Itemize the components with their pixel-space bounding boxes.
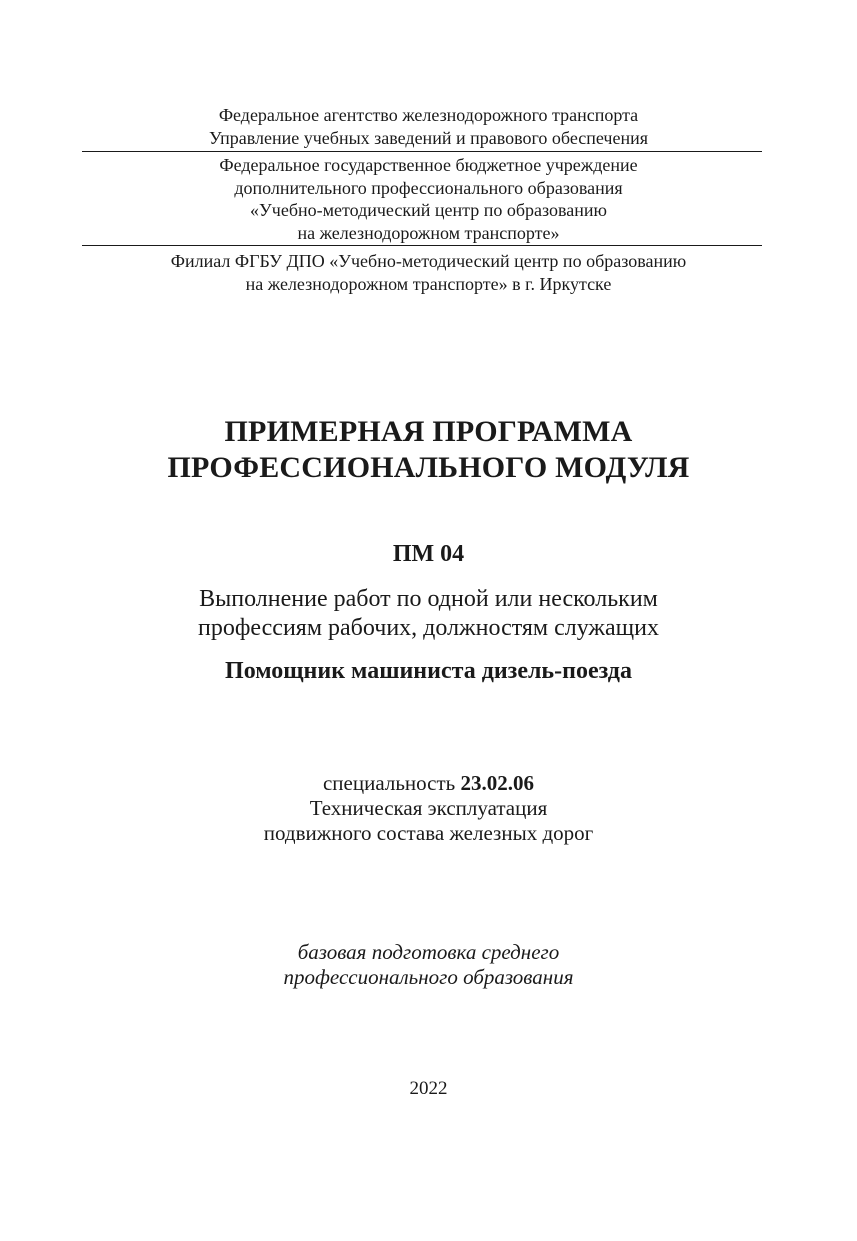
institution-line: Федеральное государственное бюджетное учреждение [219, 155, 638, 175]
title-line: ПРИМЕРНАЯ ПРОГРАММА [224, 415, 633, 448]
education-level [0, 940, 857, 990]
branch-line: на железнодорожном транспорте» в г. Иркутске [245, 274, 612, 294]
header-divider [82, 151, 762, 152]
ministry-header [0, 104, 857, 150]
branch-line: Филиал ФГБУ ДПО «Учебно-методический центр по образованию [170, 251, 687, 271]
branch-header [0, 250, 857, 296]
institution-header [0, 154, 857, 244]
department-line: Управление учебных заведений и правового обеспечения [208, 128, 649, 148]
specialty-label: специальность [322, 771, 456, 795]
module-description [0, 585, 857, 643]
institution-line: дополнительного профессионального образования [234, 177, 623, 198]
title-line: ПРОФЕССИОНАЛЬНОГО МОДУЛЯ [167, 451, 690, 484]
header-divider [82, 245, 762, 246]
document-title [0, 414, 857, 486]
specialty-block [0, 771, 857, 846]
specialty-name-line: Техническая эксплуатация [309, 796, 548, 820]
ministry-line: Федеральное агентство железнодорожного транспорта [218, 105, 639, 125]
institution-line: «Учебно-методический центр по образованию [250, 200, 607, 220]
specialty-code: 23.02.06 [460, 771, 534, 795]
specialty-code-line [0, 771, 857, 796]
publication-year: 2022 [409, 1078, 448, 1099]
education-level-line: профессионального образования [283, 965, 574, 989]
module-code: ПМ 04 [392, 541, 465, 567]
specialty-name-line: подвижного состава железных дорог [263, 821, 594, 845]
profession-title: Помощник машиниста дизель-поезда [225, 658, 632, 684]
education-level-line: базовая подготовка среднего [297, 940, 560, 964]
module-description-line: Выполнение работ по одной или нескольким [199, 586, 658, 612]
institution-line: на железнодорожном транспорте» [297, 222, 560, 243]
module-description-line: профессиям рабочих, должностям служащих [198, 615, 659, 641]
